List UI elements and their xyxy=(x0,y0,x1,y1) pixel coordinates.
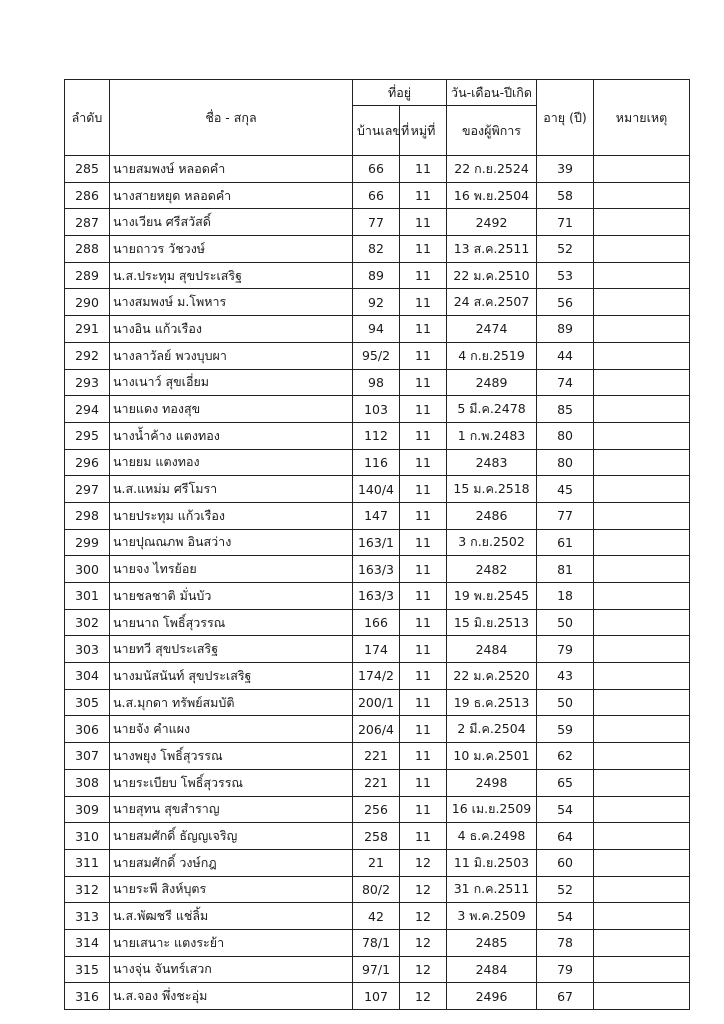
row-remark xyxy=(594,316,690,343)
row-house-no: 221 xyxy=(353,743,400,770)
row-name: นางเวียน ศรีสวัสดิ์ xyxy=(110,209,353,236)
table-row xyxy=(65,663,690,690)
row-age: 80 xyxy=(537,449,594,476)
table-row xyxy=(65,342,690,369)
row-dob: 24 ส.ค.2507 xyxy=(447,289,537,316)
row-dob: 11 มิ.ย.2503 xyxy=(447,849,537,876)
header-house-no: บ้านเลขที่ xyxy=(353,106,400,156)
row-moo: 11 xyxy=(400,342,447,369)
row-number: 290 xyxy=(65,289,110,316)
row-dob: 2484 xyxy=(447,636,537,663)
row-number: 294 xyxy=(65,396,110,423)
table-row xyxy=(65,929,690,956)
table-row xyxy=(65,743,690,770)
row-name: น.ส.มุกดา ทรัพย์สมบัติ xyxy=(110,689,353,716)
row-remark xyxy=(594,903,690,930)
row-number: 287 xyxy=(65,209,110,236)
row-house-no: 78/1 xyxy=(353,929,400,956)
row-age: 43 xyxy=(537,663,594,690)
row-remark xyxy=(594,769,690,796)
row-dob: 3 ก.ย.2502 xyxy=(447,529,537,556)
row-dob: 2482 xyxy=(447,556,537,583)
row-dob: 13 ส.ค.2511 xyxy=(447,236,537,263)
row-name: นางเนาว์ สุขเอี่ยม xyxy=(110,369,353,396)
row-moo: 12 xyxy=(400,849,447,876)
row-dob: 2484 xyxy=(447,956,537,983)
row-remark xyxy=(594,796,690,823)
row-age: 54 xyxy=(537,903,594,930)
row-name: นายจง ไทรย้อย xyxy=(110,556,353,583)
row-number: 301 xyxy=(65,583,110,610)
row-number: 298 xyxy=(65,502,110,529)
row-moo: 11 xyxy=(400,396,447,423)
row-number: 297 xyxy=(65,476,110,503)
row-remark xyxy=(594,449,690,476)
row-dob: 2486 xyxy=(447,502,537,529)
table-row xyxy=(65,262,690,289)
row-age: 65 xyxy=(537,769,594,796)
row-name: นายยม แตงทอง xyxy=(110,449,353,476)
row-number: 302 xyxy=(65,609,110,636)
row-name: นางจุ่น จันทร์เสวก xyxy=(110,956,353,983)
row-remark xyxy=(594,529,690,556)
row-age: 77 xyxy=(537,502,594,529)
row-age: 52 xyxy=(537,876,594,903)
row-remark xyxy=(594,182,690,209)
table-row xyxy=(65,983,690,1010)
row-dob: 2 มี.ค.2504 xyxy=(447,716,537,743)
row-number: 310 xyxy=(65,823,110,850)
row-age: 50 xyxy=(537,689,594,716)
row-number: 303 xyxy=(65,636,110,663)
row-house-no: 200/1 xyxy=(353,689,400,716)
row-dob: 4 ก.ย.2519 xyxy=(447,342,537,369)
row-age: 74 xyxy=(537,369,594,396)
row-dob: 22 ม.ค.2520 xyxy=(447,663,537,690)
row-number: 289 xyxy=(65,262,110,289)
row-age: 50 xyxy=(537,609,594,636)
row-dob: 19 ธ.ค.2513 xyxy=(447,689,537,716)
row-house-no: 163/3 xyxy=(353,583,400,610)
row-moo: 11 xyxy=(400,422,447,449)
row-age: 81 xyxy=(537,556,594,583)
row-remark xyxy=(594,663,690,690)
row-moo: 11 xyxy=(400,289,447,316)
row-number: 291 xyxy=(65,316,110,343)
row-house-no: 92 xyxy=(353,289,400,316)
row-age: 18 xyxy=(537,583,594,610)
table-row xyxy=(65,609,690,636)
table-row xyxy=(65,529,690,556)
row-moo: 11 xyxy=(400,823,447,850)
row-age: 44 xyxy=(537,342,594,369)
row-house-no: 66 xyxy=(353,182,400,209)
row-age: 61 xyxy=(537,529,594,556)
row-name: นายถาวร วัชวงษ์ xyxy=(110,236,353,263)
row-remark xyxy=(594,556,690,583)
row-age: 45 xyxy=(537,476,594,503)
row-moo: 11 xyxy=(400,476,447,503)
row-remark xyxy=(594,502,690,529)
row-number: 295 xyxy=(65,422,110,449)
row-age: 60 xyxy=(537,849,594,876)
row-remark xyxy=(594,369,690,396)
row-name: นายนาถ โพธิ์สุวรรณ xyxy=(110,609,353,636)
row-house-no: 166 xyxy=(353,609,400,636)
row-age: 59 xyxy=(537,716,594,743)
row-house-no: 103 xyxy=(353,396,400,423)
table-row xyxy=(65,396,690,423)
row-dob: 2474 xyxy=(447,316,537,343)
row-name: นางน้ำค้าง แตงทอง xyxy=(110,422,353,449)
row-remark xyxy=(594,823,690,850)
row-moo: 11 xyxy=(400,609,447,636)
table-row xyxy=(65,369,690,396)
row-remark xyxy=(594,236,690,263)
row-age: 62 xyxy=(537,743,594,770)
table-row xyxy=(65,716,690,743)
header-remark: หมายเหตุ xyxy=(594,80,690,156)
row-remark xyxy=(594,849,690,876)
row-moo: 11 xyxy=(400,316,447,343)
header-age: อายุ (ปี) xyxy=(537,80,594,156)
row-remark xyxy=(594,476,690,503)
table-row xyxy=(65,636,690,663)
row-dob: 16 พ.ย.2504 xyxy=(447,182,537,209)
row-moo: 12 xyxy=(400,929,447,956)
row-house-no: 82 xyxy=(353,236,400,263)
row-dob: 15 มิ.ย.2513 xyxy=(447,609,537,636)
row-remark xyxy=(594,636,690,663)
row-house-no: 256 xyxy=(353,796,400,823)
row-moo: 11 xyxy=(400,583,447,610)
row-house-no: 66 xyxy=(353,156,400,183)
row-name: นายสมศักดิ์ ธัญญเจริญ xyxy=(110,823,353,850)
row-house-no: 80/2 xyxy=(353,876,400,903)
row-name: นางอิน แก้วเรือง xyxy=(110,316,353,343)
table-row xyxy=(65,156,690,183)
row-number: 316 xyxy=(65,983,110,1010)
table-row xyxy=(65,449,690,476)
row-house-no: 174 xyxy=(353,636,400,663)
table-row xyxy=(65,236,690,263)
row-house-no: 21 xyxy=(353,849,400,876)
table-row xyxy=(65,769,690,796)
row-age: 58 xyxy=(537,182,594,209)
row-moo: 11 xyxy=(400,236,447,263)
row-name: นายระเบียบ โพธิ์สุวรรณ xyxy=(110,769,353,796)
row-name: นายชลชาติ มั่นบัว xyxy=(110,583,353,610)
row-house-no: 97/1 xyxy=(353,956,400,983)
header-dob-line1: วัน-เดือน-ปีเกิด xyxy=(447,80,537,106)
row-house-no: 89 xyxy=(353,262,400,289)
row-number: 306 xyxy=(65,716,110,743)
row-number: 296 xyxy=(65,449,110,476)
row-house-no: 258 xyxy=(353,823,400,850)
row-age: 39 xyxy=(537,156,594,183)
row-moo: 11 xyxy=(400,369,447,396)
row-moo: 11 xyxy=(400,502,447,529)
table-row xyxy=(65,556,690,583)
row-age: 85 xyxy=(537,396,594,423)
table-row xyxy=(65,689,690,716)
row-moo: 11 xyxy=(400,716,447,743)
header-no: ลำดับ xyxy=(65,80,110,156)
row-remark xyxy=(594,716,690,743)
row-number: 304 xyxy=(65,663,110,690)
row-remark xyxy=(594,422,690,449)
table-row xyxy=(65,956,690,983)
row-house-no: 112 xyxy=(353,422,400,449)
row-remark xyxy=(594,583,690,610)
row-house-no: 98 xyxy=(353,369,400,396)
header-moo: หมู่ที่ xyxy=(400,106,447,156)
row-name: น.ส.จอง พึ่งชะอุ่ม xyxy=(110,983,353,1010)
row-moo: 12 xyxy=(400,876,447,903)
row-dob: 19 พ.ย.2545 xyxy=(447,583,537,610)
row-house-no: 107 xyxy=(353,983,400,1010)
row-dob: 5 มี.ค.2478 xyxy=(447,396,537,423)
row-dob: 22 ม.ค.2510 xyxy=(447,262,537,289)
row-moo: 11 xyxy=(400,449,447,476)
row-moo: 11 xyxy=(400,796,447,823)
table-row xyxy=(65,876,690,903)
row-remark xyxy=(594,342,690,369)
row-dob: 2492 xyxy=(447,209,537,236)
table-row xyxy=(65,209,690,236)
row-name: นายเสนาะ แตงระย้า xyxy=(110,929,353,956)
row-remark xyxy=(594,929,690,956)
row-house-no: 42 xyxy=(353,903,400,930)
table-row xyxy=(65,476,690,503)
row-dob: 16 เม.ย.2509 xyxy=(447,796,537,823)
row-moo: 11 xyxy=(400,636,447,663)
row-remark xyxy=(594,396,690,423)
document-page xyxy=(64,79,689,1010)
row-age: 78 xyxy=(537,929,594,956)
row-house-no: 221 xyxy=(353,769,400,796)
row-age: 53 xyxy=(537,262,594,289)
row-number: 311 xyxy=(65,849,110,876)
row-dob: 22 ก.ย.2524 xyxy=(447,156,537,183)
row-house-no: 116 xyxy=(353,449,400,476)
row-number: 292 xyxy=(65,342,110,369)
table-body xyxy=(65,156,690,1010)
table-row xyxy=(65,502,690,529)
row-remark xyxy=(594,609,690,636)
row-remark xyxy=(594,156,690,183)
header-name: ชื่อ - สกุล xyxy=(110,80,353,156)
row-name: นางสมพงษ์ ม.โพหาร xyxy=(110,289,353,316)
row-dob: 31 ก.ค.2511 xyxy=(447,876,537,903)
row-name: น.ส.พัฒชรี แช่ลิ้ม xyxy=(110,903,353,930)
row-remark xyxy=(594,983,690,1010)
row-moo: 11 xyxy=(400,769,447,796)
row-moo: 12 xyxy=(400,983,447,1010)
row-number: 288 xyxy=(65,236,110,263)
row-age: 89 xyxy=(537,316,594,343)
row-number: 300 xyxy=(65,556,110,583)
row-number: 299 xyxy=(65,529,110,556)
disabled-persons-table xyxy=(64,79,690,1010)
row-house-no: 174/2 xyxy=(353,663,400,690)
row-number: 285 xyxy=(65,156,110,183)
row-age: 79 xyxy=(537,956,594,983)
row-name: น.ส.แหม่ม ศรีโมรา xyxy=(110,476,353,503)
row-dob: 10 ม.ค.2501 xyxy=(447,743,537,770)
row-dob: 2485 xyxy=(447,929,537,956)
row-number: 293 xyxy=(65,369,110,396)
row-name: นายปุณณภพ อินสว่าง xyxy=(110,529,353,556)
header-address: ที่อยู่ xyxy=(353,80,447,106)
row-remark xyxy=(594,689,690,716)
row-number: 286 xyxy=(65,182,110,209)
row-name: นายแดง ทองสุข xyxy=(110,396,353,423)
row-house-no: 77 xyxy=(353,209,400,236)
row-moo: 12 xyxy=(400,903,447,930)
row-name: นายสมศักดิ์ วงษ์กฎ xyxy=(110,849,353,876)
row-remark xyxy=(594,262,690,289)
row-age: 79 xyxy=(537,636,594,663)
row-house-no: 95/2 xyxy=(353,342,400,369)
row-name: นางมนัสนันท์ สุขประเสริฐ xyxy=(110,663,353,690)
row-name: นายสมพงษ์ หลอดคำ xyxy=(110,156,353,183)
row-dob: 2496 xyxy=(447,983,537,1010)
row-moo: 11 xyxy=(400,209,447,236)
row-moo: 11 xyxy=(400,663,447,690)
row-name: นางสายหยุด หลอดคำ xyxy=(110,182,353,209)
row-name: น.ส.ประทุม สุขประเสริฐ xyxy=(110,262,353,289)
row-dob: 15 ม.ค.2518 xyxy=(447,476,537,503)
row-remark xyxy=(594,289,690,316)
row-moo: 11 xyxy=(400,156,447,183)
row-house-no: 163/3 xyxy=(353,556,400,583)
row-remark xyxy=(594,876,690,903)
table-row xyxy=(65,422,690,449)
row-name: นายสุทน สุขสำราญ xyxy=(110,796,353,823)
row-house-no: 140/4 xyxy=(353,476,400,503)
row-dob: 1 ก.พ.2483 xyxy=(447,422,537,449)
row-dob: 3 พ.ค.2509 xyxy=(447,903,537,930)
row-moo: 11 xyxy=(400,262,447,289)
row-moo: 11 xyxy=(400,689,447,716)
row-age: 80 xyxy=(537,422,594,449)
row-name: นายจัง คำแผง xyxy=(110,716,353,743)
row-number: 309 xyxy=(65,796,110,823)
table-row xyxy=(65,289,690,316)
row-house-no: 147 xyxy=(353,502,400,529)
table-row xyxy=(65,903,690,930)
header-dob-line2: ของผู้พิการ xyxy=(447,106,537,156)
row-number: 308 xyxy=(65,769,110,796)
table-row xyxy=(65,316,690,343)
row-dob: 4 ธ.ค.2498 xyxy=(447,823,537,850)
row-number: 307 xyxy=(65,743,110,770)
row-number: 312 xyxy=(65,876,110,903)
row-moo: 11 xyxy=(400,743,447,770)
row-name: นางลาวัลย์ พวงบุบผา xyxy=(110,342,353,369)
row-name: นายทวี สุขประเสริฐ xyxy=(110,636,353,663)
row-dob: 2489 xyxy=(447,369,537,396)
row-remark xyxy=(594,743,690,770)
row-dob: 2483 xyxy=(447,449,537,476)
row-age: 64 xyxy=(537,823,594,850)
row-house-no: 206/4 xyxy=(353,716,400,743)
table-row xyxy=(65,796,690,823)
row-age: 54 xyxy=(537,796,594,823)
row-number: 305 xyxy=(65,689,110,716)
row-remark xyxy=(594,209,690,236)
row-moo: 11 xyxy=(400,182,447,209)
row-dob: 2498 xyxy=(447,769,537,796)
row-age: 52 xyxy=(537,236,594,263)
row-moo: 12 xyxy=(400,956,447,983)
table-row xyxy=(65,583,690,610)
row-remark xyxy=(594,956,690,983)
row-moo: 11 xyxy=(400,529,447,556)
table-row xyxy=(65,823,690,850)
table-row xyxy=(65,182,690,209)
row-age: 71 xyxy=(537,209,594,236)
row-name: นายระพี สิงห์บุตร xyxy=(110,876,353,903)
table-row xyxy=(65,849,690,876)
row-name: นายประทุม แก้วเรือง xyxy=(110,502,353,529)
row-house-no: 94 xyxy=(353,316,400,343)
table-header xyxy=(65,80,690,156)
row-name: นางพยุง โพธิ์สุวรรณ xyxy=(110,743,353,770)
row-number: 314 xyxy=(65,929,110,956)
row-moo: 11 xyxy=(400,556,447,583)
row-number: 315 xyxy=(65,956,110,983)
row-age: 67 xyxy=(537,983,594,1010)
row-number: 313 xyxy=(65,903,110,930)
row-age: 56 xyxy=(537,289,594,316)
row-house-no: 163/1 xyxy=(353,529,400,556)
